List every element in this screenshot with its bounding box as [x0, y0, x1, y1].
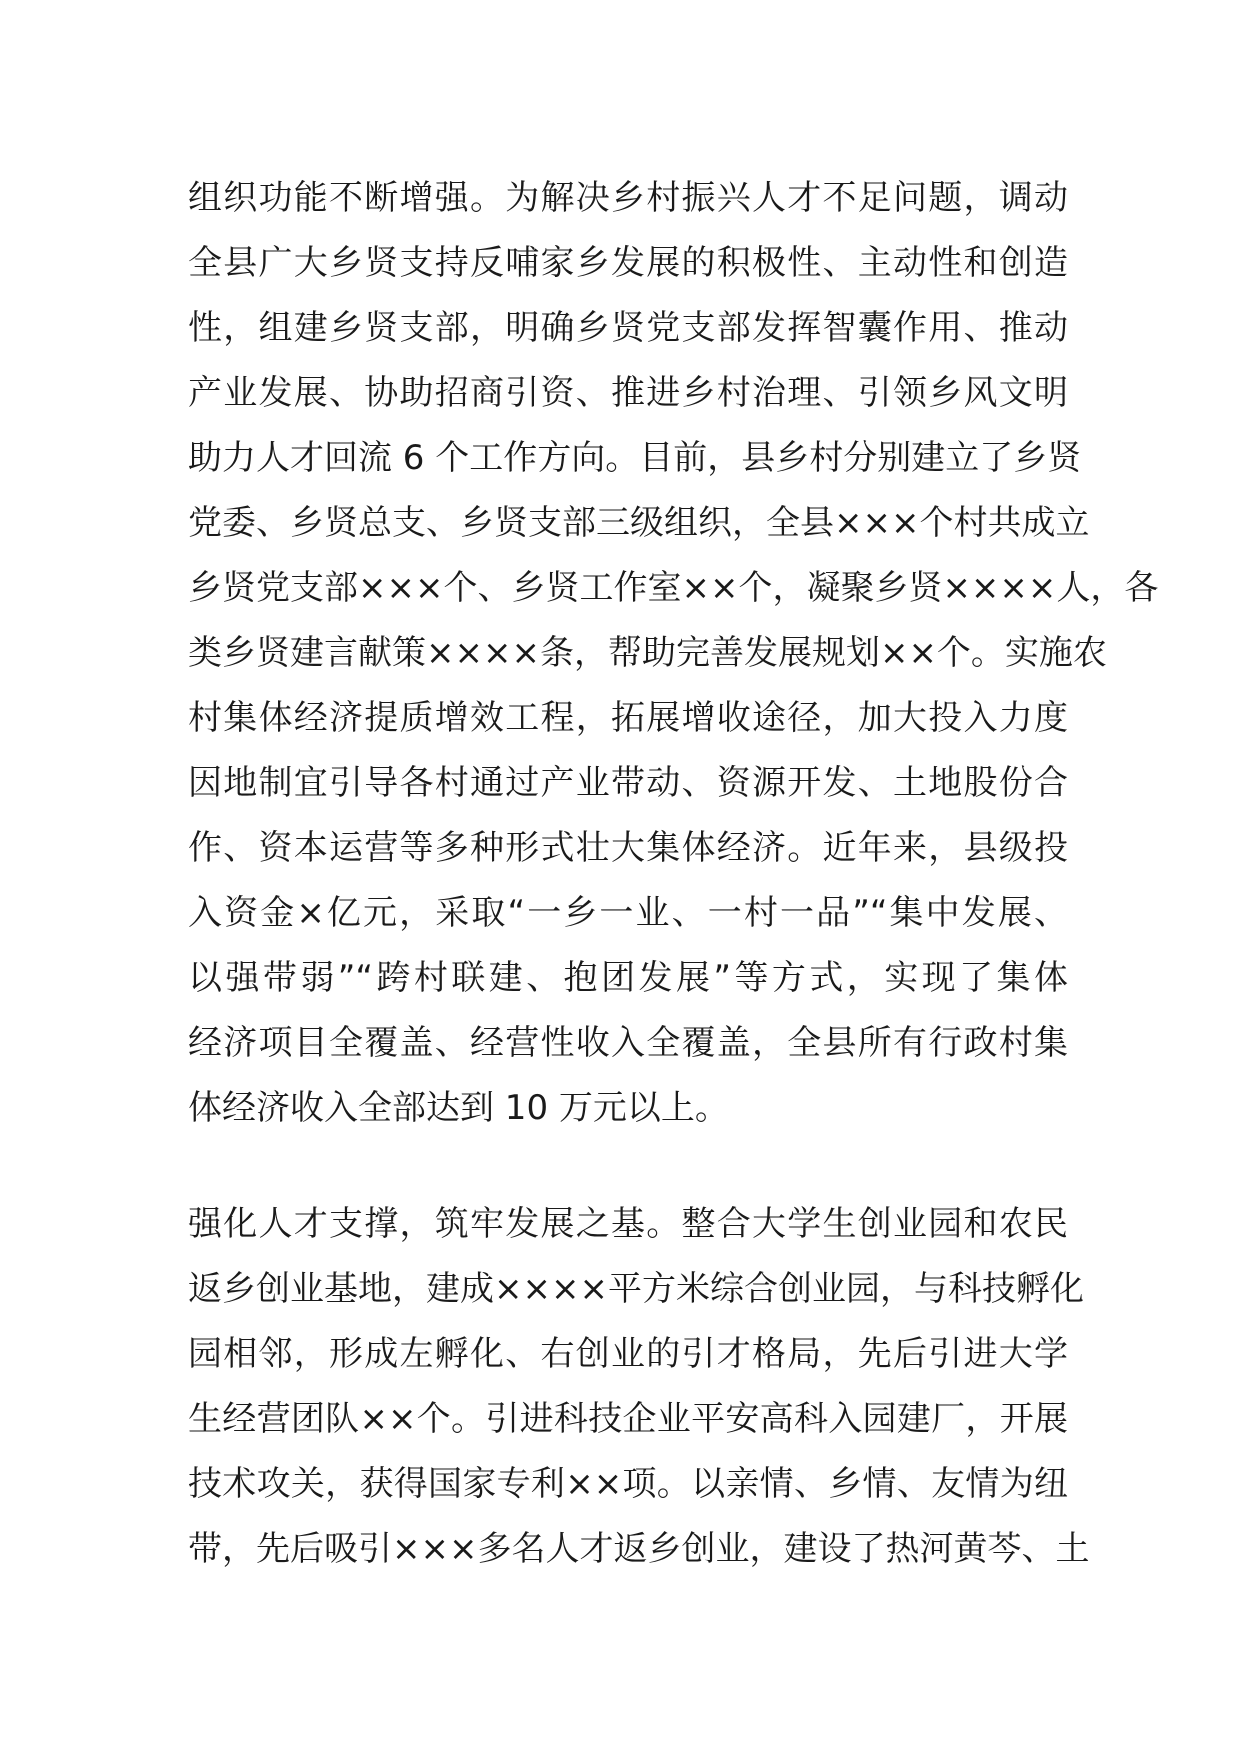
text-line: 作、资本运营等多种形式壮大集体经济。近年来，县级投	[188, 828, 1068, 868]
text-line: 经济项目全覆盖、经营性收入全覆盖，全县所有行政村集	[188, 1023, 1068, 1063]
text-line: 全县广大乡贤支持反哺家乡发展的积极性、主动性和创造	[188, 243, 1068, 283]
text-line: 返乡创业基地，建成××××平方米综合创业园，与科技孵化	[188, 1269, 1084, 1309]
text-line: 因地制宜引导各村通过产业带动、资源开发、土地股份合	[188, 763, 1068, 803]
text-line: 村集体经济提质增效工程，拓展增收途径，加大投入力度	[188, 698, 1068, 738]
text-line: 组织功能不断增强。为解决乡村振兴人才不足问题，调动	[188, 178, 1068, 218]
text-line: 以强带弱”“跨村联建、抱团发展”等方式，实现了集体	[188, 958, 1068, 998]
text-line: 类乡贤建言献策××××条，帮助完善发展规划××个。实施农	[188, 633, 1107, 673]
text-line: 性，组建乡贤支部，明确乡贤党支部发挥智囊作用、推动	[188, 308, 1068, 348]
text-line: 党委、乡贤总支、乡贤支部三级组织，全县×××个村共成立	[188, 503, 1090, 543]
text-line: 生经营团队××个。引进科技企业平安高科入园建厂，开展	[188, 1399, 1068, 1439]
text-line: 产业发展、协助招商引资、推进乡村治理、引领乡风文明	[188, 373, 1068, 413]
paragraph-village-organization	[188, 166, 1159, 1141]
text-line: 带，先后吸引×××多名人才返乡创业，建设了热河黄芩、土	[188, 1529, 1090, 1569]
text-line: 乡贤党支部×××个、乡贤工作室××个，凝聚乡贤××××人，各	[188, 568, 1159, 608]
text-line: 园相邻，形成左孵化、右创业的引才格局，先后引进大学	[188, 1334, 1068, 1374]
text-line: 入资金×亿元，采取“一乡一业、一村一品”“集中发展、	[188, 893, 1068, 933]
paragraph-talent-support	[188, 1192, 1090, 1582]
text-line: 技术攻关，获得国家专利××项。以亲情、乡情、友情为纽	[188, 1464, 1068, 1504]
text-line: 助力人才回流 6 个工作方向。目前，县乡村分别建立了乡贤	[188, 438, 1082, 478]
text-line: 体经济收入全部达到 10 万元以上。	[188, 1088, 729, 1128]
text-line: 强化人才支撑，筑牢发展之基。整合大学生创业园和农民	[188, 1204, 1068, 1244]
